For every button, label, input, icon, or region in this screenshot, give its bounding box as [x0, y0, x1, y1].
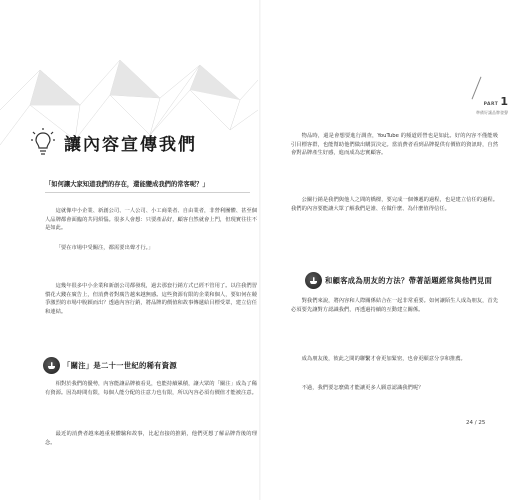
body-paragraph: 成為朋友後，彼此之間的聯繫才會更加緊密，也會更願意分享和推薦。 [301, 356, 466, 362]
part-number: 1 [500, 95, 508, 108]
hand-pointing-icon [43, 357, 60, 374]
body-paragraph: 「要在市場中受關注，都需要出聲才行。」 [55, 245, 154, 251]
body-paragraph: 公關行銷是我們與他人之間的橋樑，要完成一個傳遞的過程，也是建立信任的過程。我們的內容要能讓大眾了解我們是誰、在做什麼、為什麼值得信任。 [291, 197, 498, 212]
part-label: PART [483, 102, 499, 107]
quote-divider [45, 192, 250, 193]
body-paragraph: 相對於我們的優勢，內容能讓品牌被看見，也能持續累積，讓大眾的「關注」成為了稀有資源。因為時間有限，每個人能分配的注意力也有限，所以內容必須有價值才能被注意。 [45, 381, 257, 396]
hand-pointing-icon [305, 272, 322, 289]
section-heading: 和顧客成為朋友的方法？帶著話題經常與他們見面 [325, 276, 493, 285]
body-paragraph: 物品時，還是會想要進行調查，YouTube 的頻道經營也是如此。好的內容不僅能吸引目標客群，也能幫助他們做出購買決定。當消費者看到品牌提供有價值的資訊時，自然會對品牌產生好感，進而成為忠實顧客。 [291, 133, 498, 157]
lightbulb-icon [30, 127, 56, 157]
body-paragraph: 最近的消費者越來越重視體驗和故事，比起直接的推銷，他們更想了解品牌背後的理念。 [45, 431, 257, 446]
part-marker [453, 90, 508, 116]
body-paragraph: 這幾年很多中小企業和新創公司都發現，過去那套行銷方式已經不管用了。以往我們習慣花大錢在廣告上，但消費者對廣告越來越無感。這些資源有限的企業和個人，要如何在競爭激烈的市場中脫穎而出？透過內容行銷，將品牌的價值和故事傳遞給目標受眾，建立信任和連結。 [45, 283, 257, 315]
part-subtitle: 準備好讓品牌發聲 [476, 110, 508, 115]
section-heading: 「關注」是二十一世紀的稀有資源 [63, 361, 177, 370]
body-paragraph: 對我們來說，將內容和人際關係結合在一起非常重要。如何讓陌生人成為朋友，首先必須要先讓對方認識我們，再透過持續的互動建立關係。 [291, 298, 498, 313]
opening-quote: 「如何讓大家知道我們的存在，還能變成我們的常客呢？」 [45, 181, 209, 188]
page-gutter [259, 0, 261, 500]
page-title: 讓內容宣傳我們 [64, 135, 197, 155]
body-paragraph: 這就像中小企業、新創公司、一人公司、小工商業者、自由業者，非營利團體、甚至個人品牌都會面臨的共同煩惱。很多人會想：只要產品好，顧客自然就會上門，但現實往往不是如此。 [45, 208, 257, 232]
body-paragraph: 不過，我們要怎麼做才能讓更多人願意認識我們呢？ [301, 385, 424, 391]
page-numbers: 24 / 25 [466, 420, 486, 426]
